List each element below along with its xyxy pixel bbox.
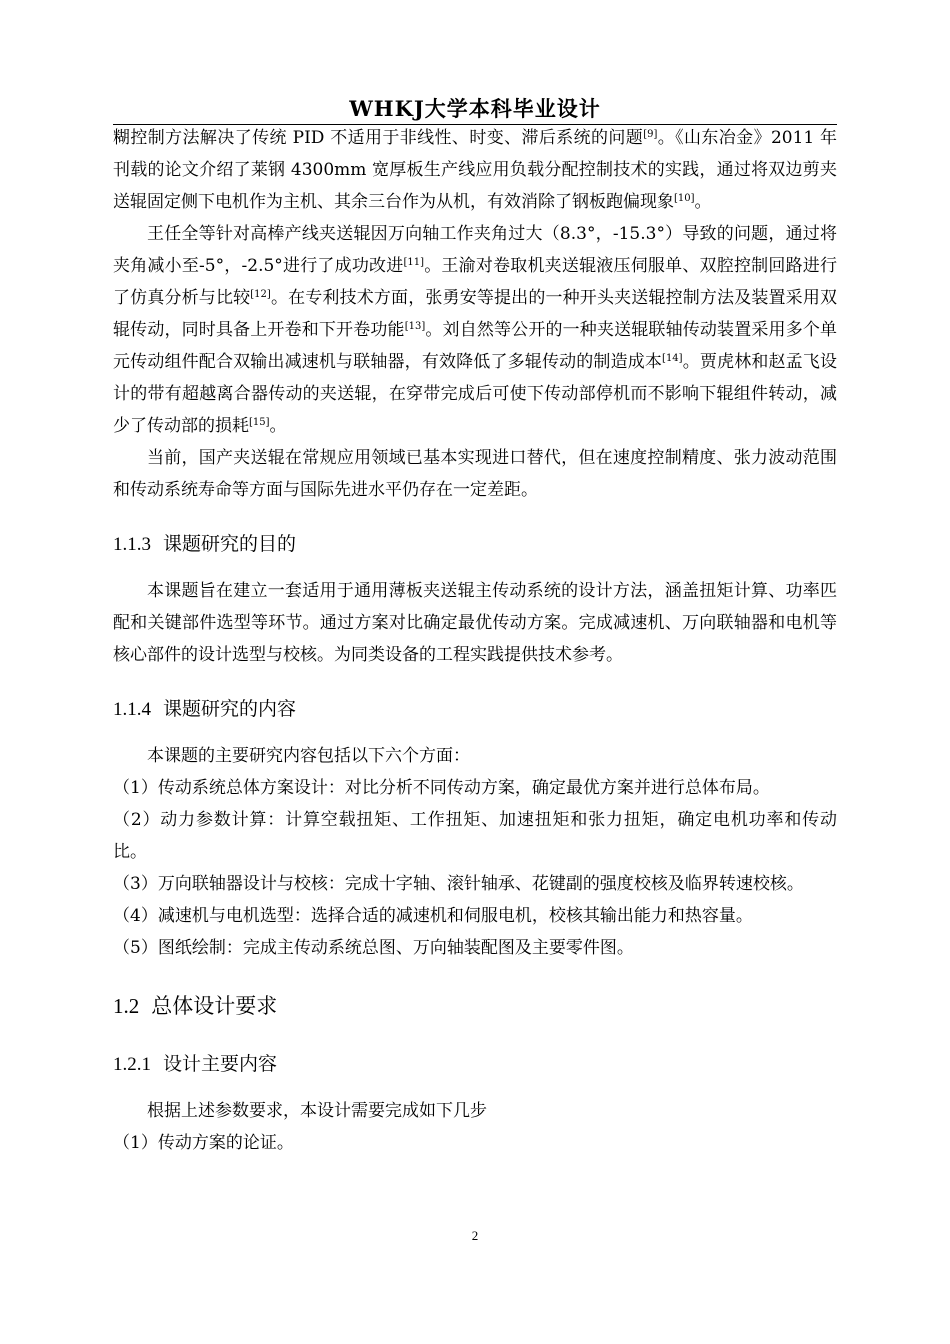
- section-1-1-3-body: 本课题旨在建立一套适用于通用薄板夹送辊主传动系统的设计方法，涵盖扭矩计算、功率匹配和关键部件选型等环节。通过方案对比确定最优传动方案。完成减速机、万向联轴器和电机等核心部件的设计选型与校核。为同类设备的工程实践提供技术参考。: [113, 581, 837, 665]
- paragraph-1: 糊控制方法解决了传统 PID 不适用于非线性、时变、滞后系统的问题[9]。《山东冶金》2011 年刊载的论文介绍了莱钢 4300mm 宽厚板生产线应用负载分配控制技术的实践，通过将双边剪夹送辊固定侧下电机作为主机、其余三台作为从机，有效消除了钢板跑偏现象[10]。: [113, 128, 838, 212]
- list-item: （1）传动方案的论证。: [113, 1133, 294, 1153]
- list-item: （2）动力参数计算：计算空载扭矩、工作扭矩、加速扭矩和张力扭矩，确定电机功率和传动比。: [113, 810, 837, 862]
- paragraph-3: 当前，国产夹送辊在常规应用领域已基本实现进口替代，但在速度控制精度、张力波动范围和传动系统寿命等方面与国际先进水平仍存在一定差距。: [113, 448, 837, 500]
- section-heading-1-2-1: 1.2.1 设计主要内容: [113, 1053, 278, 1075]
- page-content: [113, 122, 837, 1159]
- section-heading-1-2: 1.2 总体设计要求: [113, 994, 278, 1018]
- section-1-2-1-intro: 根据上述参数要求，本设计需要完成如下几步: [147, 1101, 487, 1121]
- citation: [14]: [662, 353, 683, 364]
- section-heading-1-1-4: 1.1.4 课题研究的内容: [113, 698, 297, 720]
- citation: [11]: [403, 257, 424, 268]
- list-item: （4）减速机与电机选型：选择合适的减速机和伺服电机，校核其输出能力和热容量。: [113, 906, 753, 926]
- page-number: 2: [471, 1228, 479, 1243]
- section-1-1-4-intro: 本课题的主要研究内容包括以下六个方面：: [147, 746, 470, 766]
- citation: [13]: [404, 321, 426, 332]
- citation: [15]: [249, 417, 270, 428]
- paragraph-2: 王任全等针对高棒产线夹送辊因万向轴工作夹角过大（8.3°，-15.3°）导致的问题，通过将夹角减小至-5°，-2.5°进行了成功改进[11]。王渝对卷取机夹送辊液压伺服单、双腔控制回路进行了仿真分析与比较[12]。在专利技术方面，张勇安等提出的一种开头夹送辊控制方法及装置采用双辊传动，同时具备上开卷和下开卷功能[13]。刘自然等公开的一种夹送辊联轴传动装置采用多个单元传动组件配合双输出减速机与联轴器，有效降低了多辊传动的制造成本[14]。贾虎林和赵孟飞设计的带有超越离合器传动的夹送辊，在穿带完成后可使下传动部停机而不影响下辊组件转动，减少了传动部的损耗[15]。: [113, 224, 838, 436]
- list-item: （5）图纸绘制：完成主传动系统总图、万向轴装配图及主要零件图。: [113, 938, 634, 958]
- citation: [10]: [674, 193, 695, 204]
- list-item: （1）传动系统总体方案设计：对比分析不同传动方案，确定最优方案并进行总体布局。: [113, 778, 770, 798]
- list-item: （3）万向联轴器设计与校核：完成十字轴、滚针轴承、花键副的强度校核及临界转速校核。: [113, 874, 804, 894]
- page-header: WHKJ大学本科毕业设计: [349, 96, 601, 121]
- section-heading-1-1-3: 1.1.3 课题研究的目的: [113, 533, 297, 555]
- citation: [12]: [250, 289, 271, 300]
- citation: [9]: [643, 129, 658, 140]
